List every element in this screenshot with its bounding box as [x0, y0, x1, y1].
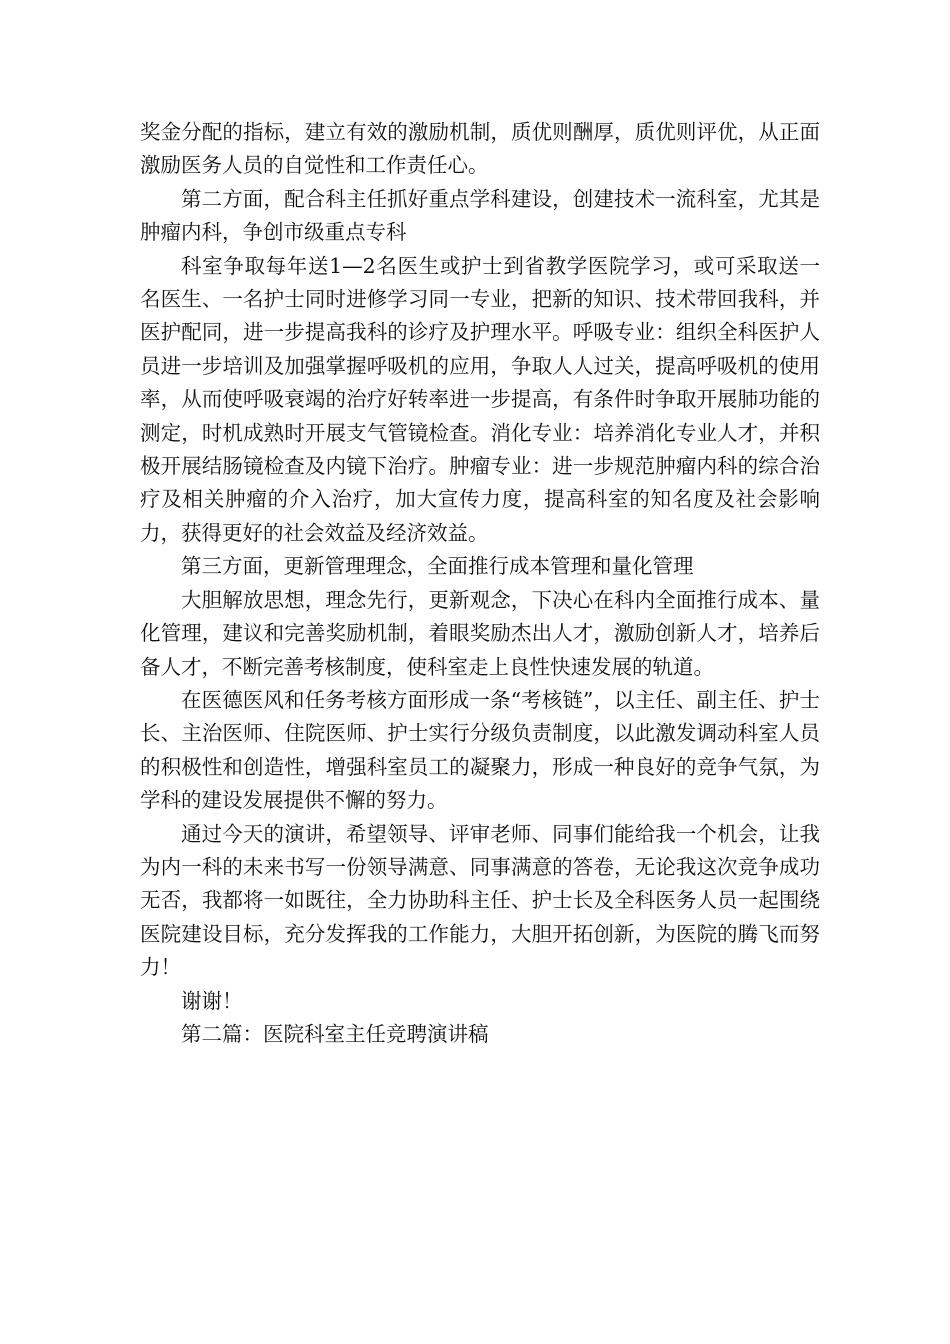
paragraph-closing: 通过今天的演讲，希望领导、评审老师、同事们能给我一个机会，让我为内一科的未来书写一份领导满意、同事满意的答卷，无论我这次竞争成功无否，我都将一如既往，全力协助科主任、护士长及全科医务人员一起围绕医院建设目标，充分发挥我的工作能力，大胆开拓创新，为医院的腾飞而努力！: [140, 821, 820, 980]
paragraph-section-two-body: 科室争取每年送1—2名医生或护士到省教学医院学习，或可采取送一名医生、一名护士同时进修学习同一专业，把新的知识、技术带回我科，并医护配同，进一步提高我科的诊疗及护理水平。呼吸专业：组织全科医护人员进一步培训及加强掌握呼吸机的应用，争取人人过关，提高呼吸机的使用率，从而使呼吸衰竭的治疗好转率进一步提高，有条件时争取开展肺功能的测定，时机成熟时开展支气管镜检查。消化专业：培养消化专业人才，并积极开展结肠镜检查及内镜下治疗。肿瘤专业：进一步规范肿瘤内科的综合治疗及相关肿瘤的介入治疗，加大宣传力度，提高科室的知名度及社会影响力，获得更好的社会效益及经济效益。: [140, 253, 820, 545]
paragraph-assessment-chain: 在医德医风和任务考核方面形成一条“考核链”，以主任、副主任、护士长、主治医师、住院医师、护士实行分级负责制度，以此激发调动科室人员的积极性和创造性，增强科室员工的凝聚力，形成一种良好的竞争气氛，为学科的建设发展提供不懈的努力。: [140, 687, 820, 813]
paragraph-section-two-heading: 第二方面，配合科主任抓好重点学科建设，创建技术一流科室，尤其是肿瘤内科，争创市级重点专科: [140, 186, 820, 245]
paragraph-thanks: 谢谢！: [181, 988, 243, 1013]
paragraph-section-three-body: 大胆解放思想，理念先行，更新观念，下决心在科内全面推行成本、量化管理，建议和完善奖励机制，着眼奖励杰出人才，激励创新人才，培养后备人才，不断完善考核制度，使科室走上良性快速发展的轨道。: [140, 587, 820, 679]
paragraph-next-article-title: 第二篇：医院科室主任竞聘演讲稿: [181, 1021, 489, 1046]
paragraph-section-three-heading: 第三方面，更新管理理念，全面推行成本管理和量化管理: [181, 554, 694, 579]
paragraph-continuation: 奖金分配的指标，建立有效的激励机制，质优则酬厚，质优则评优，从正面激励医务人员的自觉性和工作责任心。: [140, 120, 820, 178]
document-body: [140, 116, 820, 1051]
